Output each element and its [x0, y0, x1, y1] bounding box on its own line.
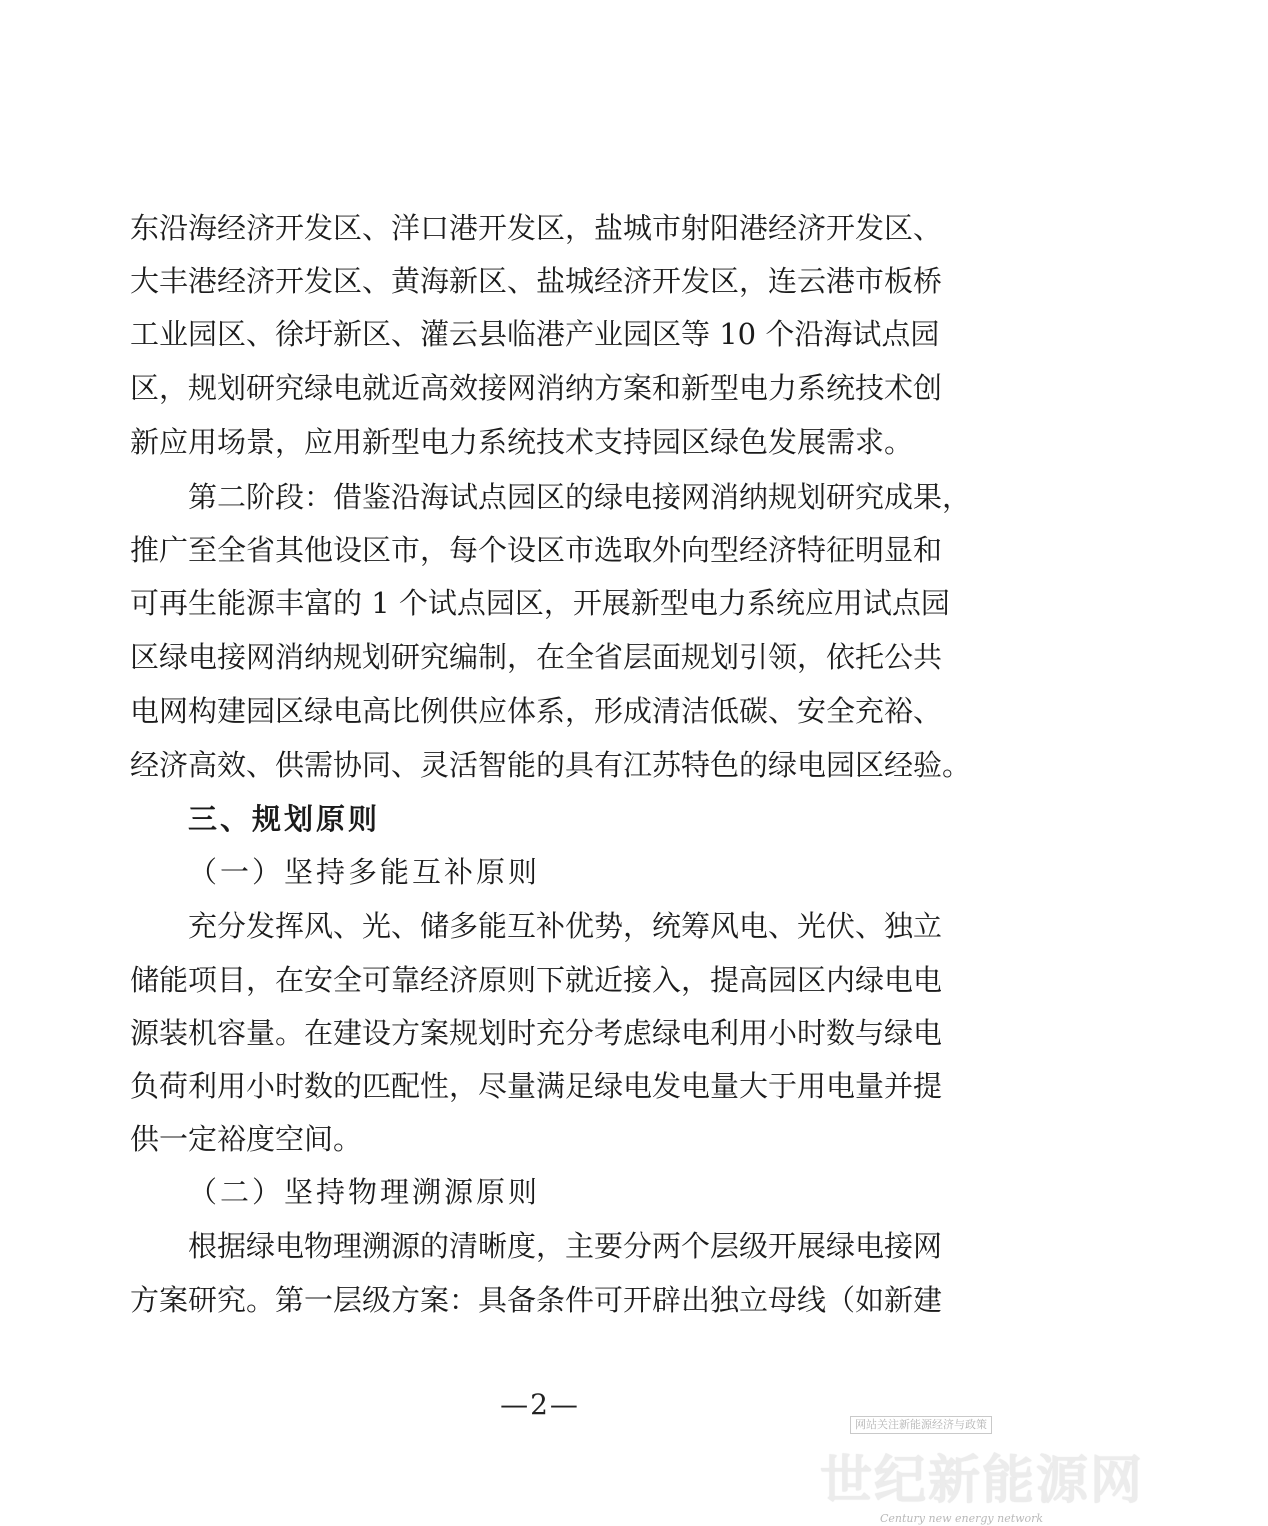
paragraph-line: 推广至全省其他设区市，每个设区市选取外向型经济特征明显和 — [130, 533, 943, 567]
paragraph-line: 储能项目，在安全可靠经济原则下就近接入，提高园区内绿电电 — [130, 963, 943, 997]
paragraph-line: 根据绿电物理溯源的清晰度，主要分两个层级开展绿电接网 — [188, 1229, 943, 1263]
paragraph-line: 可再生能源丰富的 1 个试点园区，开展新型电力系统应用试点园 — [130, 586, 950, 620]
paragraph-line: 经济高效、供需协同、灵活智能的具有江苏特色的绿电园区经验。 — [130, 748, 972, 782]
subsection-heading: （二）坚持物理溯源原则 — [188, 1175, 541, 1209]
paragraph-line: 工业园区、徐圩新区、灌云县临港产业园区等 10 个沿海试点园 — [130, 317, 940, 351]
watermark-subtitle: Century new energy network — [880, 1512, 1044, 1525]
watermark-tagline: 网站关注新能源经济与政策 — [850, 1416, 992, 1434]
paragraph-line: 供一定裕度空间。 — [130, 1122, 363, 1156]
paragraph-line: 大丰港经济开发区、黄海新区、盐城经济开发区，连云港市板桥 — [130, 264, 943, 298]
section-heading: 三、规划原则 — [188, 802, 381, 836]
paragraph-line: 区，规划研究绿电就近高效接网消纳方案和新型电力系统技术创 — [130, 371, 943, 405]
watermark-logo: 世纪新能源网 — [820, 1450, 1145, 1511]
paragraph-line: 源装机容量。在建设方案规划时充分考虑绿电利用小时数与绿电 — [130, 1016, 943, 1050]
paragraph-line: 电网构建园区绿电高比例供应体系，形成清洁低碳、安全充裕、 — [130, 694, 943, 728]
subsection-heading: （一）坚持多能互补原则 — [188, 855, 541, 889]
paragraph-line: 东沿海经济开发区、洋口港开发区，盐城市射阳港经济开发区、 — [130, 211, 943, 245]
paragraph-line: 区绿电接网消纳规划研究编制，在全省层面规划引领，依托公共 — [130, 640, 943, 674]
paragraph-line: 方案研究。第一层级方案：具备条件可开辟出独立母线（如新建 — [130, 1283, 943, 1317]
paragraph-line: 负荷利用小时数的匹配性，尽量满足绿电发电量大于用电量并提 — [130, 1069, 943, 1103]
paragraph-line: 第二阶段：借鉴沿海试点园区的绿电接网消纳规划研究成果， — [188, 480, 972, 514]
page-number: —2— — [500, 1388, 580, 1421]
paragraph-line: 新应用场景，应用新型电力系统技术支持园区绿色发展需求。 — [130, 425, 914, 459]
paragraph-line: 充分发挥风、光、储多能互补优势，统筹风电、光伏、独立 — [188, 909, 943, 943]
